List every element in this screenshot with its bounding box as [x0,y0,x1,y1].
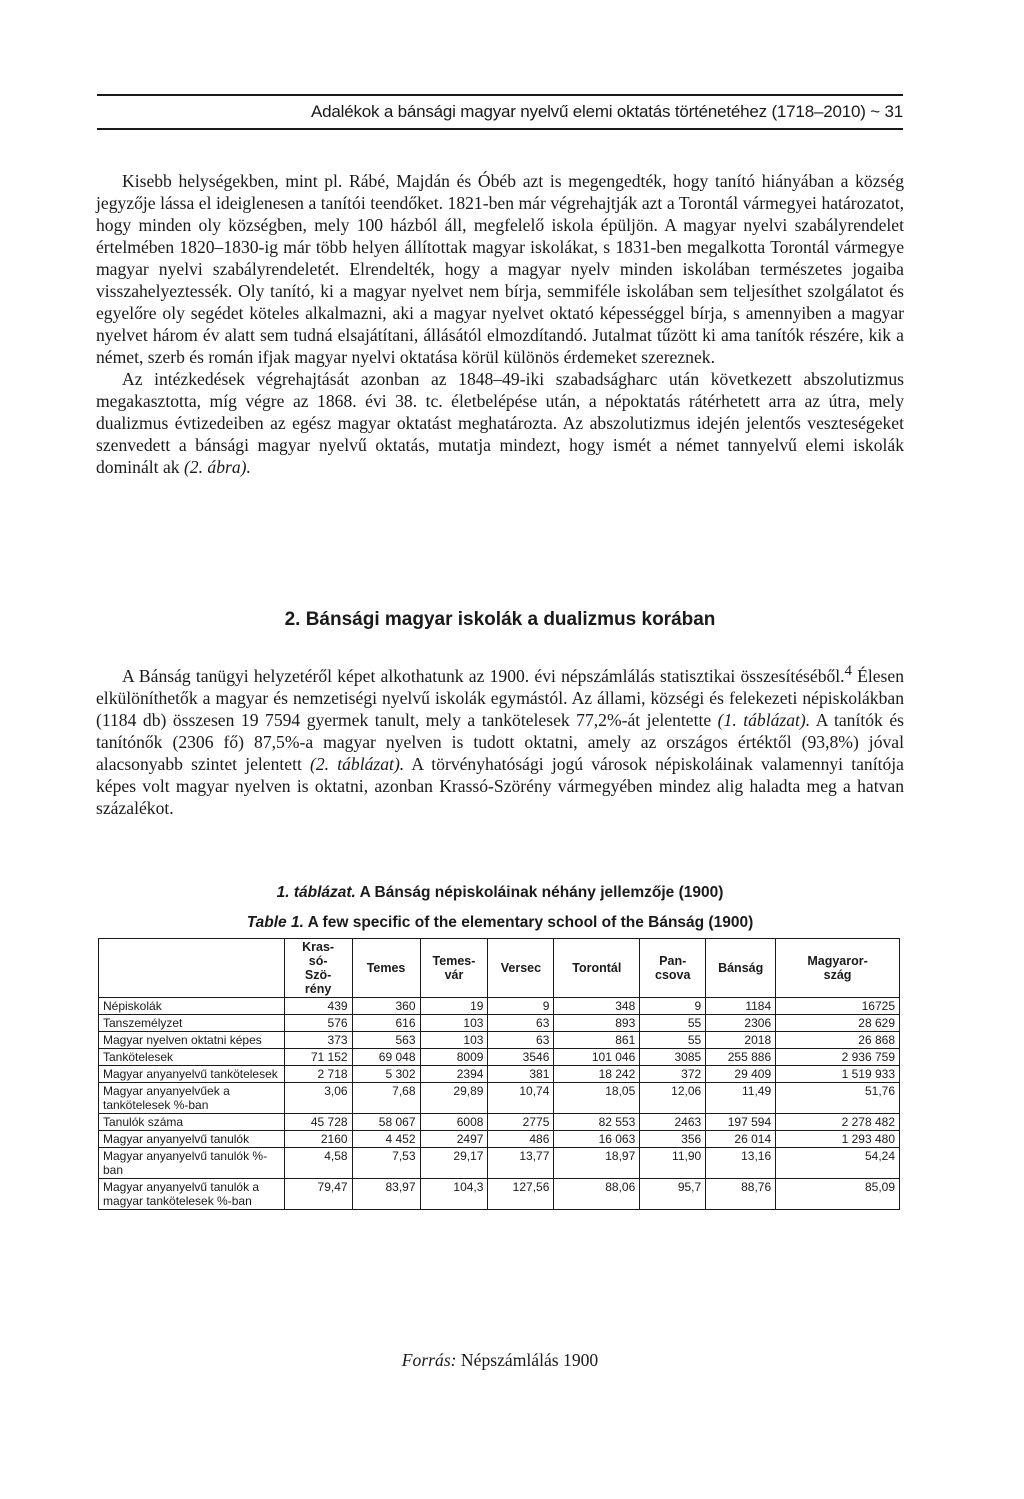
table-cell: 372 [640,1066,706,1083]
paragraph-text: A Bánság tanügyi helyzetéről képet alkothatunk az 1900. évi népszámlálás statisztikai összesítéséből. [122,665,845,686]
row-label: Tankötelesek [99,1049,285,1066]
table-body [99,998,900,1210]
column-header: Magyaror- szág [776,939,900,998]
table-cell: 10,74 [488,1083,554,1114]
table-cell: 1 293 480 [776,1131,900,1148]
table-cell: 2 718 [284,1066,352,1083]
table-cell: 255 886 [706,1049,776,1066]
statistics-table [98,938,900,1210]
table-cell: 2 936 759 [776,1049,900,1066]
paragraph-text: Élesen elkülöníthetők a magyar és nemzetiségi nyelvű iskolák egymástól. Az állami, községi és felekezeti népiskolákban (1184 db) összesen 19 7594 gyermek tanult, mely a tankötelesek 77,2%-át jelentette [96,665,904,730]
table-cell: 2463 [640,1114,706,1131]
table-cell: 18 242 [554,1066,640,1083]
table-cell: 18,97 [554,1148,640,1179]
table-cell: 616 [352,1015,420,1032]
table-cell: 79,47 [284,1179,352,1210]
table-cell: 51,76 [776,1083,900,1114]
table-cell: 13,77 [488,1148,554,1179]
running-title: Adalékok a bánsági magyar nyelvű elemi oktatás történetéhez (1718–2010) [310,102,866,121]
table-cell: 360 [352,998,420,1015]
row-label: Tanszemélyzet [99,1015,285,1032]
table-cell: 12,06 [640,1083,706,1114]
source-text: Népszámlálás 1900 [456,1350,599,1370]
table-cell: 69 048 [352,1049,420,1066]
table-source [96,1350,904,1371]
column-header [99,939,285,998]
table-cell: 28 629 [776,1015,900,1032]
table-row [99,1032,900,1049]
table-cell: 9 [488,998,554,1015]
table-cell: 26 868 [776,1032,900,1049]
table-reference: (2. táblázat). [310,753,405,774]
table-cell: 8009 [420,1049,488,1066]
caption-label: Table 1. [246,914,304,931]
table-cell: 95,7 [640,1179,706,1210]
table-cell: 71 152 [284,1049,352,1066]
page-number: 31 [884,102,903,121]
column-header: Bánság [706,939,776,998]
table-cell: 63 [488,1032,554,1049]
section-title: 2. Bánsági magyar iskolák a dualizmus korában [284,609,716,630]
row-label: Magyar anyanyelvű tankötelesek [99,1066,285,1083]
table-cell: 18,05 [554,1083,640,1114]
table-cell: 4 452 [352,1131,420,1148]
caption-text: A Bánság népiskoláinak néhány jellemzője (1900) [355,884,724,901]
table-cell: 5 302 [352,1066,420,1083]
table-cell: 373 [284,1032,352,1049]
footnote-marker: 4 [844,663,852,679]
table-cell: 2 278 482 [776,1114,900,1131]
table-row [99,1114,900,1131]
table-cell: 893 [554,1015,640,1032]
table-cell: 348 [554,998,640,1015]
row-label: Népiskolák [99,998,285,1015]
table-cell: 3,06 [284,1083,352,1114]
table-cell: 861 [554,1032,640,1049]
table-caption-hu [96,882,904,904]
table-row [99,998,900,1015]
table-cell: 1184 [706,998,776,1015]
figure-reference: (2. ábra). [183,457,251,477]
header-separator: ~ [870,102,880,121]
table-cell: 55 [640,1015,706,1032]
table-row [99,1015,900,1032]
column-header: Temes [352,939,420,998]
table-cell: 2394 [420,1066,488,1083]
table-cell: 2497 [420,1131,488,1148]
table-cell: 83,97 [352,1179,420,1210]
table-cell: 88,76 [706,1179,776,1210]
column-header: Versec [488,939,554,998]
table-cell: 2775 [488,1114,554,1131]
table-cell: 16 063 [554,1131,640,1148]
table-cell: 381 [488,1066,554,1083]
table-row [99,1179,900,1210]
table-caption-en [96,912,904,934]
table-cell: 1 519 933 [776,1066,900,1083]
table-cell: 29,89 [420,1083,488,1114]
column-header: Torontál [554,939,640,998]
section-1-text [96,170,904,478]
table-row [99,1131,900,1148]
paragraph-text: Az intézkedések végrehajtását azonban az 1848–49-iki szabadságharc után következett abszolutizmus megakasztotta, míg végre az 1868. évi 38. tc. életbelépése után, a népoktatás rátérhetett arra az útra, mely dualizmus évtizedeiben az egész magyar oktatást meghatározta. Az abszolutizmus idején jelentős veszteségeket szenvedett a bánsági magyar nyelvű oktatás, mutatja mindezt, hogy ismét a német tannyelvű elemi iskolák dominált ak [96,369,904,477]
table-cell: 2018 [706,1032,776,1049]
table-cell: 63 [488,1015,554,1032]
table-row [99,1049,900,1066]
row-label: Magyar nyelven oktatni képes [99,1032,285,1049]
table-cell: 486 [488,1131,554,1148]
table-cell: 3546 [488,1049,554,1066]
table-cell: 3085 [640,1049,706,1066]
row-label: Magyar anyanyelvűek a tankötelesek %-ban [99,1083,285,1114]
table-cell: 26 014 [706,1131,776,1148]
paragraph: Kisebb helységekben, mint pl. Rábé, Majdán és Óbéb azt is megengedték, hogy tanító hiányában a község jegyzője lássa el ideiglenesen a tanítói teendőket. 1821-ben már végrehajtják azt a Torontál vármegyei határozatot, hogy minden oly községben, mely 100 házból áll, megfelelő iskola épüljön. A magyar nyelvi szabályrendelet értelmében 1820–1830-ig már több helyen állítottak magyar iskolákat, s 1831-ben megalkotta Torontál vármegye magyar nyelvi szabályrendeletét. Elrendelték, hogy a magyar nyelv minden iskolában természetes jogaiba visszahelyeztessék. Oly tanító, ki a magyar nyelvet nem bírja, semmiféle iskolában sem teljesíthet szolgálatot és egyelőre oly segédet köteles alkalmazni, aki a magyar nyelvet oktató képességgel bírja, s amennyiben a magyar nyelvet három év alatt sem tudná elsajátítani, állásától elmozdítandó. Jutalmat tűzött ki ama tanítók részére, kik a német, szerb és román ifjak magyar nyelvi oktatása körül különös érdemeket szereznek. [96,171,904,367]
table-cell: 103 [420,1015,488,1032]
table-cell: 88,06 [554,1179,640,1210]
table-cell: 2160 [284,1131,352,1148]
table-reference: (1. táblázat). [717,709,811,730]
table-cell: 54,24 [776,1148,900,1179]
table-cell: 4,58 [284,1148,352,1179]
paragraph-text: A törvényhatósági jogú városok népiskoláinak valamennyi tanítója képes volt magyar nyelven is oktatni, azonban Krassó-Szörény vármegyében mindez alig haladta meg a hatvan százalékot. [96,753,904,818]
source-label: Forrás: [401,1350,457,1370]
paragraph [96,660,904,819]
table-cell: 2306 [706,1015,776,1032]
table-cell: 576 [284,1015,352,1032]
table-cell: 29,17 [420,1148,488,1179]
table-cell: 19 [420,998,488,1015]
caption-text: A few specific of the elementary school of the Bánság (1900) [303,914,754,931]
table-cell: 85,09 [776,1179,900,1210]
running-header [97,94,903,130]
table-cell: 6008 [420,1114,488,1131]
row-label: Magyar anyanyelvű tanulók [99,1131,285,1148]
table-cell: 29 409 [706,1066,776,1083]
table-row [99,1083,900,1114]
table-cell: 55 [640,1032,706,1049]
table-cell: 7,53 [352,1148,420,1179]
table-header [99,939,900,998]
section-2-text [96,660,904,819]
row-label: Magyar anyanyelvű tanulók a magyar tankötelesek %-ban [99,1179,285,1210]
table-cell: 9 [640,998,706,1015]
row-label: Tanulók száma [99,1114,285,1131]
table-cell: 58 067 [352,1114,420,1131]
table-row [99,1066,900,1083]
column-header: Temes- vár [420,939,488,998]
table-cell: 127,56 [488,1179,554,1210]
paragraph [96,368,904,478]
table-cell: 82 553 [554,1114,640,1131]
table-cell: 13,16 [706,1148,776,1179]
row-label: Magyar anyanyelvű tanulók %-ban [99,1148,285,1179]
table-cell: 101 046 [554,1049,640,1066]
table-cell: 16725 [776,998,900,1015]
table-cell: 45 728 [284,1114,352,1131]
table-cell: 11,49 [706,1083,776,1114]
table-cell: 439 [284,998,352,1015]
column-header: Pan- csova [640,939,706,998]
table-cell: 563 [352,1032,420,1049]
table-row [99,1148,900,1179]
caption-label: 1. táblázat. [276,884,356,901]
column-header: Kras- só- Szö- rény [284,939,352,998]
table-cell: 7,68 [352,1083,420,1114]
table-cell: 11,90 [640,1148,706,1179]
paragraph-text: A tanítók és tanítónők (2306 fő) 87,5%-a magyar nyelven is tudott oktatni, amely az országos értéktől (93,8%) jóval alacsonyabb szintet jelentett [96,709,904,774]
table-cell: 197 594 [706,1114,776,1131]
table-cell: 104,3 [420,1179,488,1210]
table-cell: 356 [640,1131,706,1148]
table-cell: 103 [420,1032,488,1049]
